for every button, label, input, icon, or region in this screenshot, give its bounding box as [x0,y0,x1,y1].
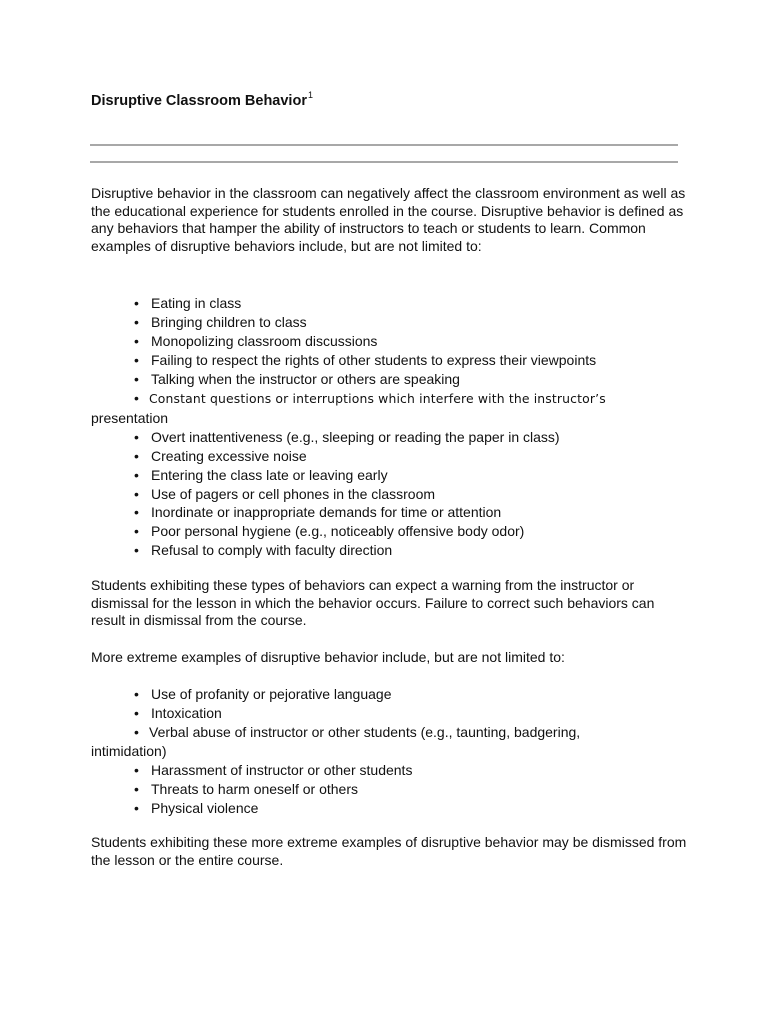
list-item: • Physical violence [134,799,259,816]
list-item: • Inordinate or inappropriate demands for time or attention [134,504,502,521]
bullet-icon: • [134,447,139,464]
list-item-continuation: intimidation) [91,742,167,759]
bullet-icon: • [134,370,139,387]
closing-paragraph: Students exhibiting these more extreme examples of disruptive behavior may be dismissed from the lesson or the entire course. [91,834,687,868]
extreme-examples-list [91,685,691,818]
bullet-icon: • [134,389,139,406]
list-item: • Verbal abuse of instructor or other students (e.g., taunting, badgering, intimidation) [91,723,691,761]
list-item: • Failing to respect the rights of other students to express their viewpoints [134,351,597,368]
bullet-icon: • [134,351,139,368]
extreme-intro-paragraph: More extreme examples of disruptive behavior include, but are not limited to: [91,649,565,665]
title-text: Disruptive Classroom Behavior [91,93,307,109]
intro-paragraph: Disruptive behavior in the classroom can negatively affect the classroom environment as well as the educational experience for students enrolled in the course. Disruptive behavior is defined as any behaviors that hamper the ability of instructors to teach or students to learn. Common examples of disruptive behaviors include, but are not limited to: [91,185,686,254]
list-item: • Use of profanity or pejorative language [134,686,392,702]
bullet-icon: • [134,542,139,559]
list-item: • Use of pagers or cell phones in the classroom [134,485,436,502]
bullet-icon: • [134,686,139,702]
document-title [91,90,313,109]
bullet-icon: • [134,523,139,540]
bullet-icon: • [134,295,139,311]
list-item: • Creating excessive noise [134,447,307,464]
common-examples-list [91,294,691,560]
bullet-icon: • [134,466,139,483]
bullet-icon: • [134,428,139,445]
list-item: • Threats to harm oneself or others [134,780,358,797]
list-item: • Eating in class [134,295,242,311]
list-item: • Refusal to comply with faculty direction [134,542,393,559]
bullet-icon: • [134,485,139,502]
bullet-icon: • [134,723,139,740]
horizontal-rule-top [90,144,678,146]
horizontal-rule-bottom [90,161,678,163]
list-item: • Bringing children to class [134,313,307,330]
bullet-icon: • [134,761,139,778]
bullet-icon: • [134,504,139,521]
list-item: • Harassment of instructor or other students [134,761,413,778]
list-item: • Talking when the instructor or others are speaking [134,370,460,387]
list-item-continuation: presentation [91,409,169,426]
list-item: • Constant questions or interruptions which interfere with the instructor’s presentation [91,389,691,428]
bullet-icon: • [134,799,139,816]
bullet-icon: • [134,332,139,349]
warning-paragraph: Students exhibiting these types of behaviors can expect a warning from the instructor or dismissal for the lesson in which the behavior occurs. Failure to correct such behaviors can result in dismissal from the course. [91,577,655,628]
list-item: • Monopolizing classroom discussions [134,332,378,349]
list-item: • Overt inattentiveness (e.g., sleeping or reading the paper in class) [134,428,560,445]
title-footnote-marker: 1 [307,90,313,100]
bullet-icon: • [134,780,139,797]
bullet-icon: • [134,704,139,721]
list-item: • Intoxication [134,704,222,721]
bullet-icon: • [134,313,139,330]
list-item: • Entering the class late or leaving early [134,466,388,483]
list-item: • Poor personal hygiene (e.g., noticeably offensive body odor) [134,523,525,540]
